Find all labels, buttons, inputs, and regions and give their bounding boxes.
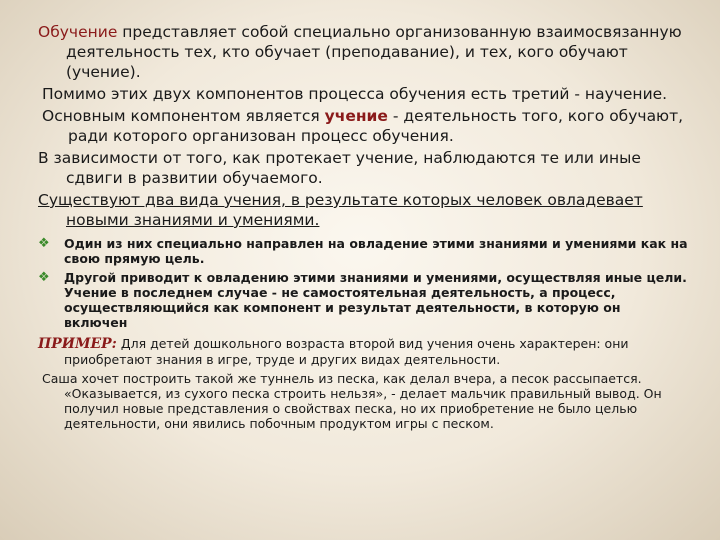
example-label: ПРИМЕР:	[38, 336, 117, 352]
checkmark-bullet-icon: ❖	[38, 270, 50, 285]
main-component-post: - деятельность того, кого обучают, ради которого организован процесс обучения.	[68, 107, 684, 145]
definition-text: представляет собой специально организованную взаимосвязанную деятельность тех, кто обучает (преподавание), и тех, кого обучают (учение).	[66, 23, 682, 81]
story-paragraph: Саша хочет построить такой же туннель из песка, как делал вчера, а песок рассыпается. «Оказывается, из сухого песка строить нельзя», - делает мальчик правильный вывод. Он получил новые представления о свойствах песка, но их приобретение не было целью деятельности, они явились побочным продуктом игры с песком.	[42, 371, 662, 431]
main-component-pre: Основным компонентом является	[42, 107, 325, 125]
paragraph-third-component: Помимо этих двух компонентов процесса обучения есть третий - научение.	[42, 85, 668, 103]
paragraph-main-component	[38, 106, 688, 146]
paragraph-shifts: В зависимости от того, как протекает учение, наблюдаются те или иные сдвиги в развитии обучаемого.	[38, 149, 641, 187]
checkmark-bullet-icon: ❖	[38, 236, 50, 251]
slide-content	[38, 22, 688, 431]
paragraph-two-types: Существуют два вида учения, в результате которых человек овладевает новыми знаниями и умениями.	[38, 191, 643, 229]
paragraph-definition	[38, 22, 688, 82]
bullet-text: Другой приводит к овладению этими знаниями и умениями, осуществляя иные цели. Учение в последнем случае - не самостоятельная деятельность, а процесс, осуществляющийся как компонент и результат деятельности, в которую он включен	[64, 270, 687, 330]
bullet-item-1	[38, 236, 688, 266]
term-uchenie: учение	[324, 107, 388, 125]
term-obuchenie: Обучение	[38, 23, 118, 41]
bullet-item-2	[38, 270, 688, 330]
example-paragraph	[38, 336, 688, 367]
example-text: Для детей дошкольного возраста второй вид учения очень характерен: они приобретают знания в игре, труде и других видах деятельности.	[64, 336, 629, 367]
bullet-text: Один из них специально направлен на овладение этими знаниями и умениями как на свою прямую цель.	[64, 236, 688, 266]
